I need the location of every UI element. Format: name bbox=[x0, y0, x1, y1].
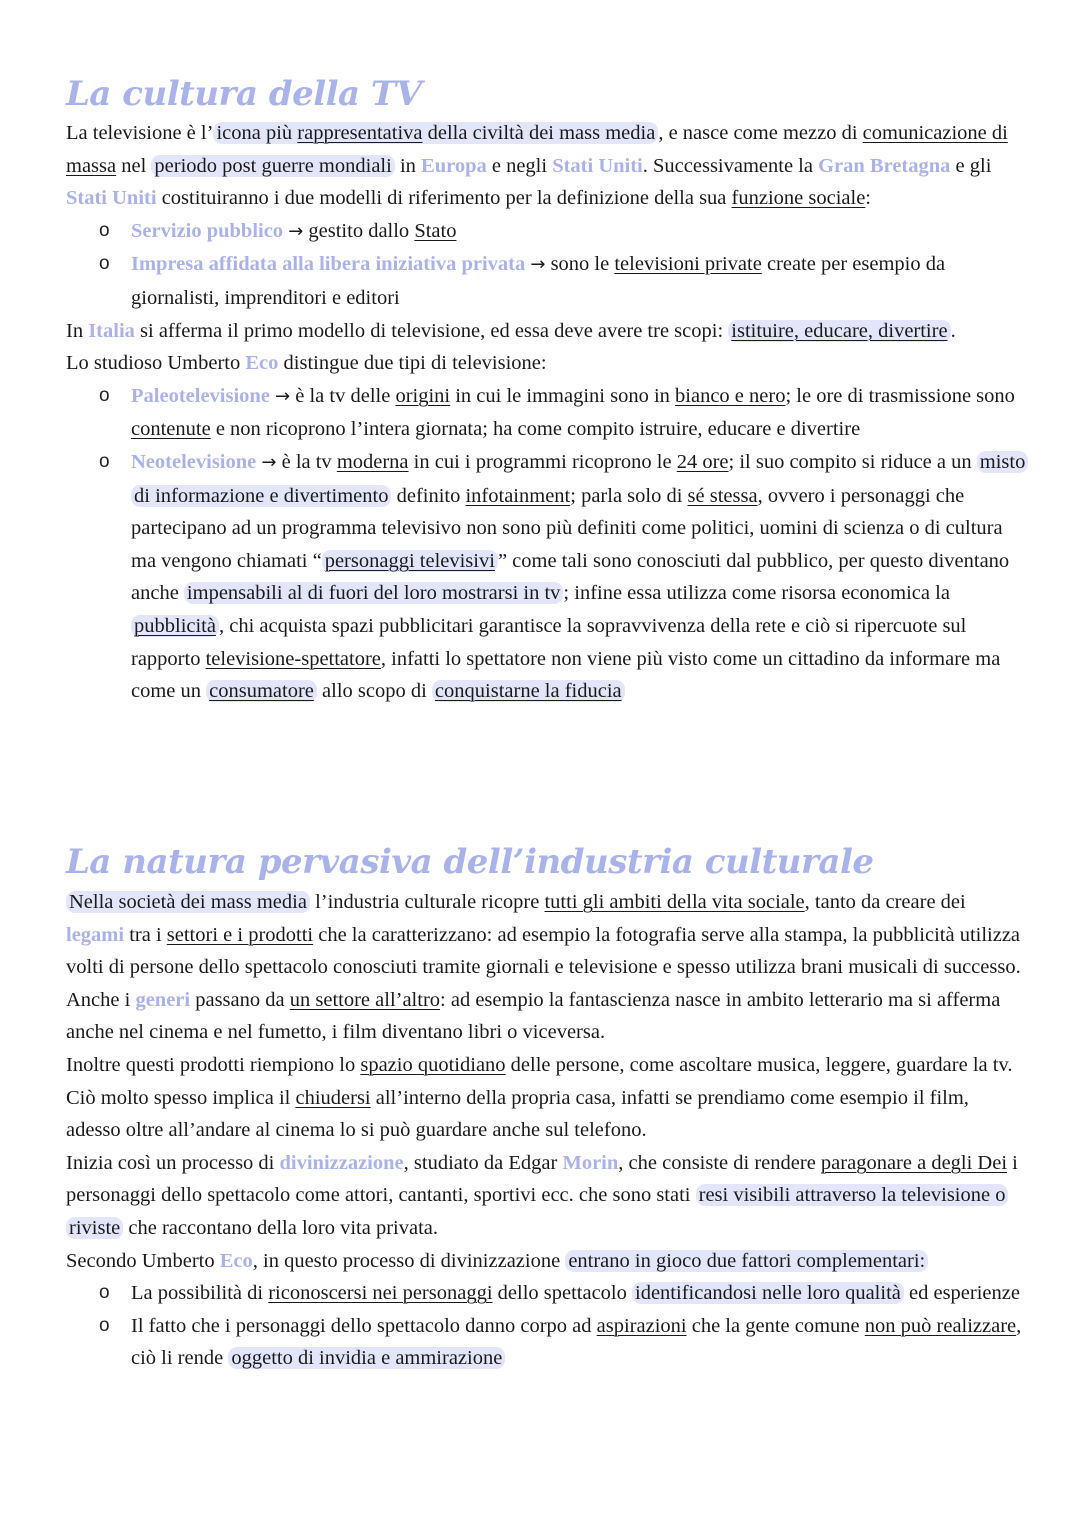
paragraph-legami: Nella società dei mass media l’industria culturale ricopre tutti gli ambiti della vita sociale, tanto da creare dei legami tra i settori e i prodotti che la caratterizzano: ad esempio la fotografia serve alla stampa, la pubblicità utilizza volti di persone dello spettacolo conosciuti tramite giornali e televisione e spesso utilizza brani musicali di successo. Anche i generi passano da un settore all’altro: ad esempio la fantascienza nasce in ambito letterario ma si afferma anche nel cinema e nel fumetto, i film diventano libri o viceversa. bbox=[66, 891, 1021, 1044]
paragraph-spazio-quotidiano: Inoltre questi prodotti riempiono lo spazio quotidiano delle persone, come ascoltare musica, leggere, guardare la tv. Ciò molto spesso implica il chiudersi all’interno della propria casa, infatti se prendiamo come esempio il film, adesso oltre all’andare al cinema lo si può guardare anche sul telefono. bbox=[66, 1053, 1013, 1142]
section-body-tv bbox=[66, 117, 1026, 708]
bullet-icon: o bbox=[99, 1314, 110, 1336]
list-item-paleotelevisione: o Paleotelevisione → è la tv delle origini in cui le immagini sono in bianco e nero; le ore di trasmissione sono contenute e non ricoprono l’intera giornata; ha come compito istruire, educare e divertire bbox=[66, 380, 1026, 446]
list-tv-types bbox=[66, 380, 1026, 708]
paragraph-italy: In Italia si afferma il primo modello di televisione, ed essa deve avere tre scopi: istituire, educare, divertire . bbox=[66, 319, 956, 342]
list-item: o La possibilità di riconoscersi nei personaggi dello spettacolo identificandosi nelle loro qualità ed esperienze bbox=[66, 1277, 1026, 1310]
bullet-icon: o bbox=[99, 1282, 110, 1304]
arrow-right-icon: → bbox=[275, 385, 291, 407]
list-item: o Servizio pubblico → gestito dallo Stato bbox=[66, 215, 1026, 249]
bullet-icon: o bbox=[99, 219, 110, 241]
list-tv-models bbox=[66, 215, 1026, 315]
bullet-icon: o bbox=[99, 384, 110, 406]
paragraph-eco-fattori: Secondo Umberto Eco, in questo processo di divinizzazione entrano in gioco due fattori complementari: bbox=[66, 1245, 1026, 1278]
arrow-right-icon: → bbox=[288, 220, 304, 242]
list-factors bbox=[66, 1277, 1026, 1375]
section-body-industria bbox=[66, 886, 1026, 1375]
section-title-industria: La natura pervasiva dell’industria culturale bbox=[66, 842, 874, 882]
list-item-neotelevisione: o Neotelevisione → è la tv moderna in cui i programmi ricoprono le 24 ore; il suo compito si riduce a un misto di informazione e divertimento definito infotainment; parla solo di sé stessa, ovvero i personaggi che partecipano ad un programma televisivo non sono più definiti come politici, uomini di scienza o di cultura ma vengono chiamati “ personaggi televisivi ” come tali sono conosciuti dal pubblico, per questo diventano anche impensabili al di fuori del loro mostrarsi in tv ; infine essa utilizza come risorsa economica la pubblicità , chi acquista spazi pubblicitari garantisce la sopravvivenza della rete e ciò si ripercuote sul rapporto televisione-spettatore, infatti lo spettatore non viene più visto come un cittadino da informare ma come un consumatore allo scopo di conquistarne la fiducia bbox=[66, 446, 1026, 708]
arrow-right-icon: → bbox=[530, 254, 546, 276]
paragraph-divinizzazione: Inizia così un processo di divinizzazione, studiato da Edgar Morin, che consiste di rendere paragonare a degli Dei i personaggi dello spettacolo come attori, cantanti, sportivi ecc. che sono stati resi visibili attraverso la televisione o riviste che raccontano della loro vita privata. bbox=[66, 1151, 1018, 1239]
bullet-icon: o bbox=[99, 253, 110, 275]
list-item: o Impresa affidata alla libera iniziativa privata → sono le televisioni private create per esempio da giornalisti, imprenditori e editori bbox=[66, 248, 1026, 314]
section-title-tv: La cultura della TV bbox=[66, 74, 422, 114]
arrow-right-icon: → bbox=[261, 451, 277, 473]
list-item: o Il fatto che i personaggi dello spettacolo danno corpo ad aspirazioni che la gente comune non può realizzare, ciò li rende oggetto di invidia e ammirazione bbox=[66, 1310, 1026, 1375]
paragraph-eco: Lo studioso Umberto Eco distingue due tipi di televisione: bbox=[66, 352, 547, 375]
paragraph-intro: La televisione è l’ icona più rappresentativa della civiltà dei mass media , e nasce come mezzo di comunicazione di massa nel periodo post guerre mondiali in Europa e negli Stati Uniti. Successivamente la Gran Bretagna e gli Stati Uniti costituiranno i due modelli di riferimento per la definizione della sua funzione sociale: bbox=[66, 122, 1008, 210]
bullet-icon: o bbox=[99, 450, 110, 472]
